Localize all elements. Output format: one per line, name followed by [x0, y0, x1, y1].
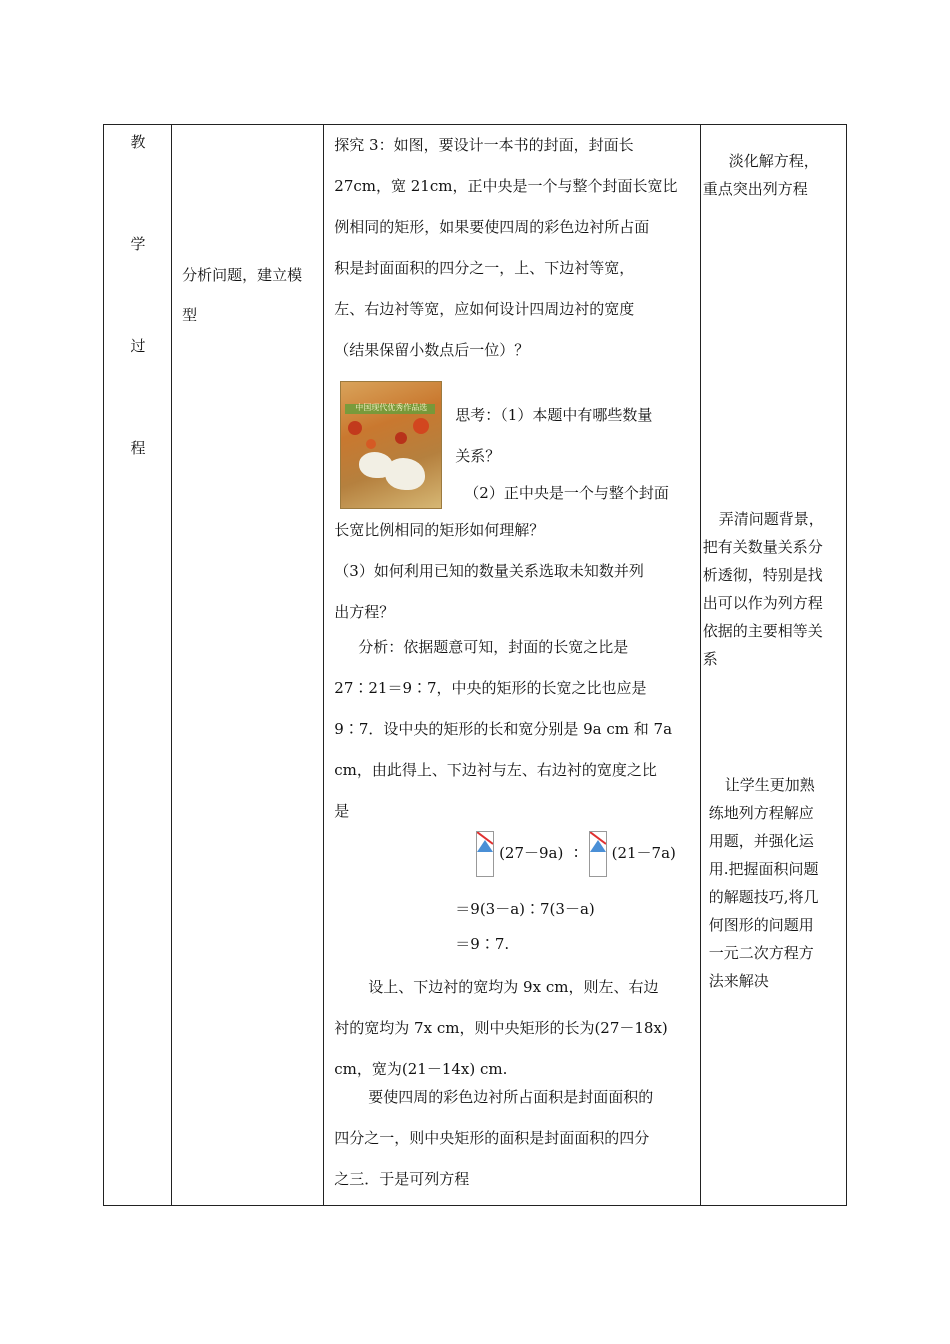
stage-char: 教	[130, 133, 146, 151]
book-cover-image	[340, 381, 442, 509]
problem-line: 27cm，宽 21cm，正中央是一个与整个封面长宽比	[334, 177, 678, 195]
think-block-1	[455, 395, 652, 477]
step-line: 分析问题，建立模	[182, 266, 303, 284]
ratio-term: (21－7a)	[611, 844, 676, 862]
analysis-line: 是	[334, 802, 350, 820]
think-line: （2）正中央是一个与整个封面	[464, 484, 669, 502]
ratio-line-1	[476, 831, 676, 877]
note-line: 一元二次方程方	[708, 944, 814, 962]
broken-image-icon	[589, 831, 607, 877]
note-line: 淡化解方程，	[728, 152, 819, 170]
setup-line: cm，宽为(21－14x) cm.	[334, 1060, 508, 1078]
problem-line: 探究 3：如图，要设计一本书的封面，封面长	[334, 136, 634, 154]
stage-char: 过	[130, 337, 146, 355]
problem-line: （结果保留小数点后一位）？	[334, 341, 530, 359]
note-line: 系	[702, 650, 718, 668]
equation-line: 要使四周的彩色边衬所占面积是封面面积的	[368, 1088, 654, 1106]
note-line: 重点突出列方程	[702, 180, 808, 198]
content-cell	[324, 125, 701, 1206]
step-title	[182, 255, 316, 335]
think-line: 长宽比例相同的矩形如何理解？	[334, 521, 545, 539]
problem-line: 例相同的矩形，如果要使四周的彩色边衬所占面	[334, 218, 650, 236]
stage-cell	[104, 125, 172, 1206]
ratio-sep: ∶	[574, 844, 579, 862]
note-line: 何图形的问题用	[708, 916, 814, 934]
analysis-text	[334, 627, 672, 832]
note-line: 法来解决	[708, 972, 769, 990]
step-cell	[172, 125, 324, 1206]
equation-line: 四分之一，则中央矩形的面积是封面面积的四分	[334, 1129, 650, 1147]
lesson-plan-table	[103, 124, 847, 1206]
note-line: 用.把握面积问题	[708, 860, 819, 878]
broken-image-icon	[476, 831, 494, 877]
setup-line: 衬的宽均为 7x cm，则中央矩形的长为(27－18x)	[334, 1019, 668, 1037]
note-line: 练地列方程解应	[708, 804, 814, 822]
think-line: 出方程？	[334, 603, 395, 621]
think-line: 关系？	[455, 447, 501, 465]
note-cell	[700, 125, 846, 1206]
note-line: 析透彻，特别是找	[702, 566, 823, 584]
setup-line: 设上、下边衬的宽均为 9x cm，则左、右边	[368, 978, 659, 996]
note-3	[709, 771, 819, 995]
problem-text	[334, 125, 677, 371]
equation-line: 之三．于是可列方程	[334, 1170, 470, 1188]
note-line: 用题，并强化运	[708, 832, 814, 850]
note-line: 的解题技巧,将几	[708, 888, 819, 906]
cover-title: 中国现代优秀作品选	[355, 403, 428, 412]
note-line: 把有关数量关系分	[702, 538, 823, 556]
note-line: 让学生更加熟	[724, 776, 815, 794]
think-line: 思考：（1）本题中有哪些数量	[455, 406, 653, 424]
ratio-term: (27－9a)	[499, 844, 564, 862]
setup-text	[334, 967, 668, 1090]
equation-intro-text	[334, 1077, 653, 1200]
think-line: （3）如何利用已知的数量关系选取未知数并列	[334, 562, 644, 580]
note-1	[703, 147, 819, 203]
stage-char: 学	[130, 235, 146, 253]
analysis-line: 分析：依据题意可知，封面的长宽之比是	[358, 638, 629, 656]
analysis-line: cm，由此得上、下边衬与左、右边衬的宽度之比	[334, 761, 657, 779]
note-line: 弄清问题背景，	[718, 510, 824, 528]
note-2	[703, 505, 824, 673]
ratio-line-2: ＝9(3－a)∶7(3－a)	[455, 900, 595, 918]
problem-line: 左、右边衬等宽，应如何设计四周边衬的宽度	[334, 300, 635, 318]
analysis-line: 9∶7．设中央的矩形的长和宽分别是 9a cm 和 7a	[334, 720, 673, 738]
think-block-2	[334, 510, 644, 633]
analysis-line: 27∶21＝9∶7，中央的矩形的长宽之比也应是	[334, 679, 647, 697]
stage-char: 程	[130, 439, 146, 457]
note-line: 依据的主要相等关	[702, 622, 823, 640]
ratio-line-3: ＝9∶7.	[455, 935, 510, 953]
maple-leaves-icon	[341, 418, 441, 478]
problem-line: 积是封面面积的四分之一，上、下边衬等宽，	[334, 259, 635, 277]
note-line: 出可以作为列方程	[702, 594, 823, 612]
step-line: 型	[182, 306, 198, 324]
